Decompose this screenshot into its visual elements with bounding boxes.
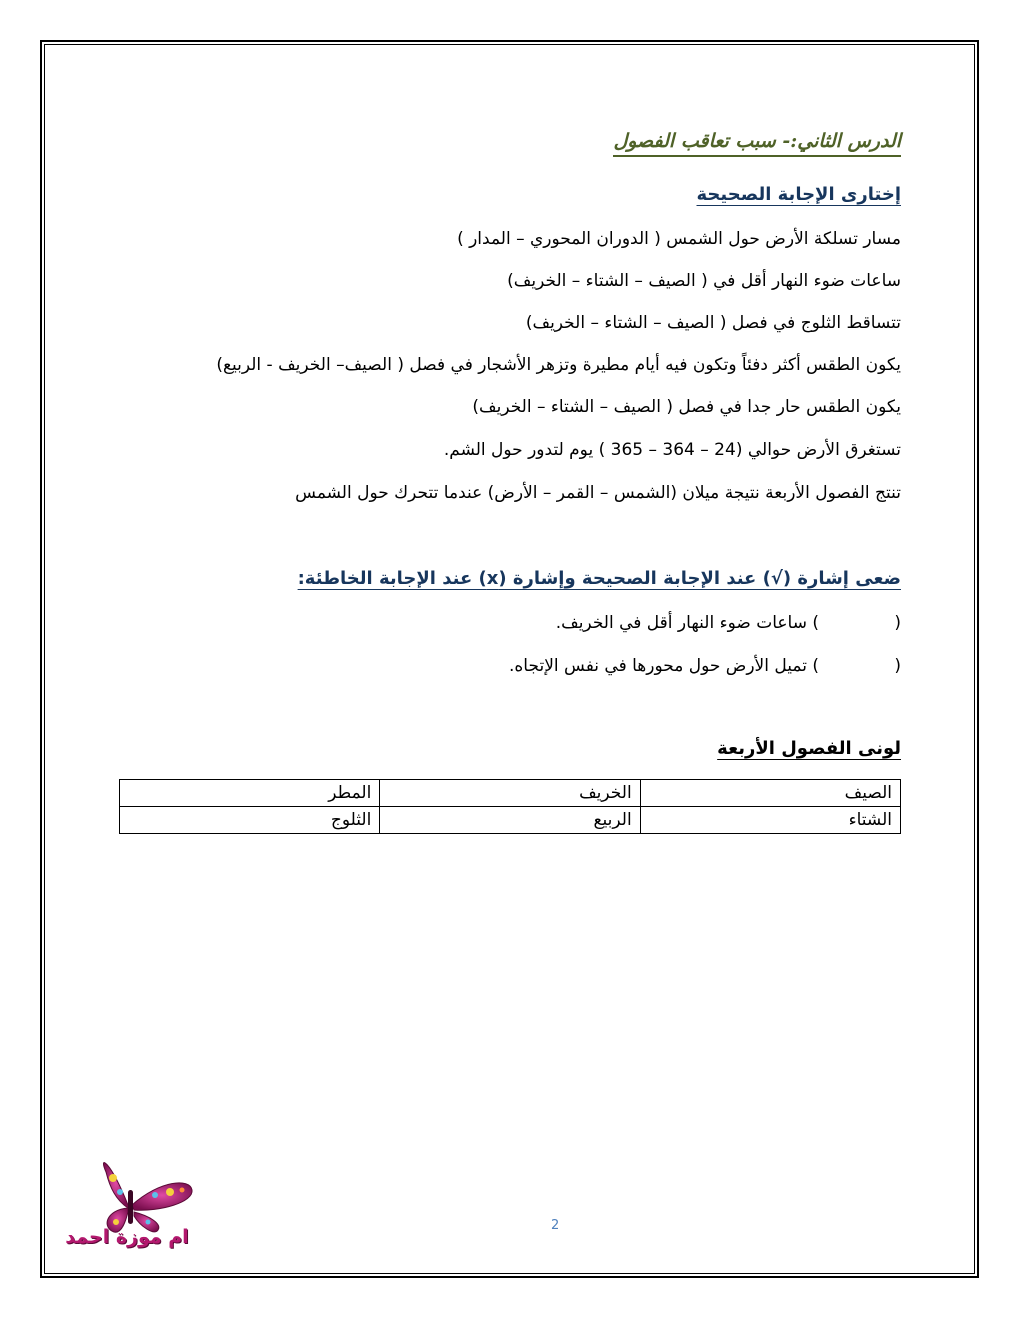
seasons-table: [119, 779, 901, 834]
table-row: [120, 807, 901, 834]
true-false-heading: ضعى إشارة (√) عند الإجابة الصحيحة وإشارة (x) عند الإجابة الخاطئة:: [297, 568, 901, 589]
mcq-item: تنتج الفصول الأربعة نتيجة ميلان (الشمس – القمر – الأرض) عندما تتحرك حول الشمس: [295, 483, 901, 503]
mcq-item: يكون الطقس أكثر دفئاً وتكون فيه أيام مطيرة وتزهر الأشجار في فصل ( الصيف– الخريف - الربيع): [216, 355, 901, 375]
table-row: [120, 780, 901, 807]
mcq-item: مسار تسلكة الأرض حول الشمس ( الدوران المحوري – المدار ): [457, 229, 901, 249]
table-cell[interactable]: الخريف: [380, 780, 640, 807]
mcq-item: تستغرق الأرض حوالي (24 – 364 – 365 ) يوم لتدور حول الشم.: [443, 440, 901, 460]
answer-open-paren[interactable]: (: [894, 656, 901, 676]
answer-open-paren[interactable]: (: [894, 613, 901, 633]
true-false-item: [509, 656, 901, 676]
true-false-item: [556, 613, 901, 633]
table-cell[interactable]: الشتاء: [640, 807, 900, 834]
answer-close-paren: ): [812, 613, 819, 633]
mcq-item: تتساقط الثلوج في فصل ( الصيف – الشتاء – الخريف): [525, 313, 901, 333]
mcq-item: يكون الطقس حار جدا في فصل ( الصيف – الشتاء – الخريف): [472, 397, 901, 417]
mcq-item: ساعات ضوء النهار أقل في ( الصيف – الشتاء – الخريف): [507, 271, 901, 291]
logo-text: ام موزة احمد: [65, 1226, 189, 1248]
answer-close-paren: ): [812, 656, 819, 676]
table-cell[interactable]: الربيع: [380, 807, 640, 834]
table-cell[interactable]: الصيف: [640, 780, 900, 807]
page-number: 2: [551, 1218, 560, 1233]
table-cell[interactable]: الثلوج: [120, 807, 380, 834]
mcq-heading: إختارى الإجابة الصحيحة: [696, 184, 901, 205]
true-false-statement: تميل الأرض حول محورها في نفس الإتجاه.: [509, 656, 807, 676]
true-false-statement: ساعات ضوء النهار أقل في الخريف.: [555, 613, 807, 633]
coloring-heading: لونى الفصول الأربعة: [717, 738, 901, 759]
table-cell[interactable]: المطر: [120, 780, 380, 807]
lesson-title: الدرس الثاني:- سبب تعاقب الفصول: [613, 130, 901, 157]
